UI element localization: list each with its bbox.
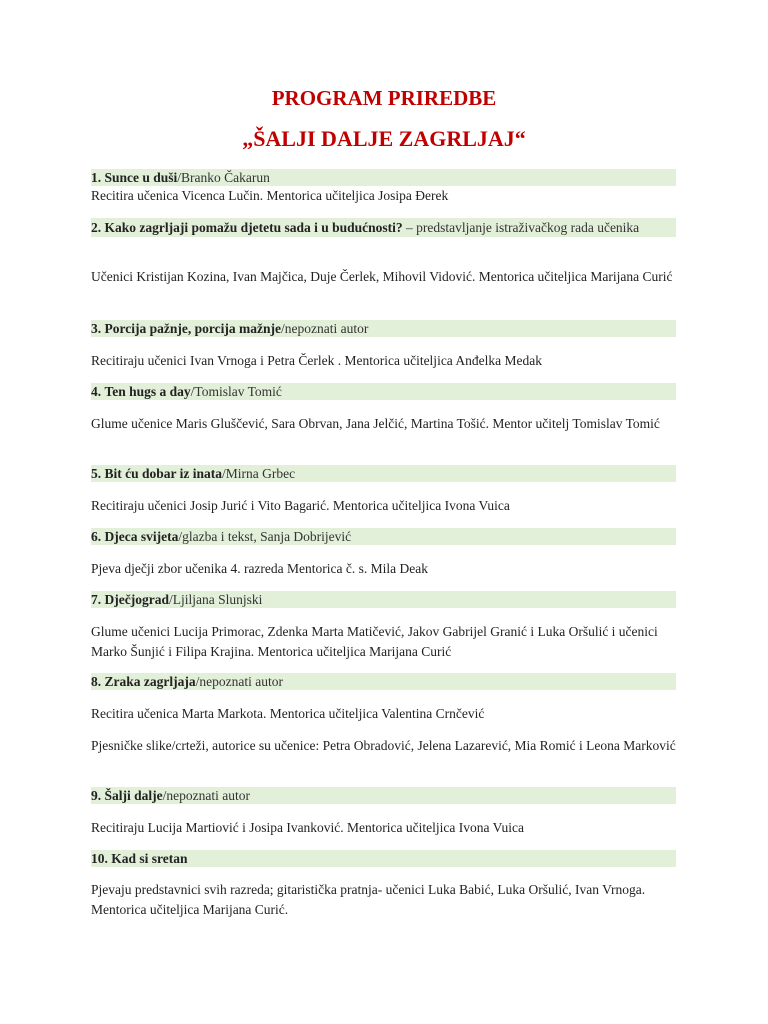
item-title: Kako zagrljaji pomažu djetetu sada i u budućnosti? [104, 220, 403, 235]
item-number: 3. [91, 321, 102, 336]
item-title: Ten hugs a day [104, 384, 191, 399]
item-description-4: Glume učenice Maris Gluščević, Sara Obrvan, Jana Jelčić, Martina Tošić. Mentor učitelj Tomislav Tomić [91, 416, 660, 431]
item-heading-2 [91, 218, 676, 237]
item-title: Djeca svijeta [104, 529, 179, 544]
item-author: /nepoznati autor [162, 788, 250, 803]
item-number: 10. [91, 851, 108, 866]
item-heading-4 [91, 383, 676, 400]
item-description-2: Učenici Kristijan Kozina, Ivan Majčica, Duje Čerlek, Mihovil Vidović. Mentorica učiteljica Marijana Curić [91, 269, 673, 284]
item-description-8: Recitira učenica Marta Markota. Mentorica učiteljica Valentina Crnčević [91, 706, 485, 721]
item-author: /nepoznati autor [280, 321, 369, 336]
item-heading-10 [91, 850, 676, 867]
item-author: /glazba i tekst, Sanja Dobrijević [178, 529, 352, 544]
item-title: Šalji dalje [104, 788, 163, 803]
item-description-5: Recitiraju učenici Josip Jurić i Vito Bagarić. Mentorica učiteljica Ivona Vuica [91, 498, 510, 513]
item-heading-7 [91, 591, 676, 608]
program-title: PROGRAM PRIREDBE [271, 86, 497, 110]
item-number: 5. [91, 466, 102, 481]
item-title: Bit ću dobar iz inata [104, 466, 223, 481]
item-author: /Ljiljana Slunjski [168, 592, 263, 607]
item-title: Zraka zagrljaja [104, 674, 196, 689]
program-subtitle: „ŠALJI DALJE ZAGRLJAJ“ [242, 126, 526, 151]
item-description-3: Recitiraju učenici Ivan Vrnoga i Petra Čerlek . Mentorica učiteljica Anđelka Medak [91, 353, 543, 368]
item-author: – predstavljanje istraživačkog rada učenika [402, 220, 640, 235]
item-number: 8. [91, 674, 102, 689]
item-heading-8 [91, 673, 676, 690]
item-author: /Mirna Grbec [222, 466, 296, 481]
item-heading-5 [91, 465, 676, 482]
item-description-10: Pjevaju predstavnici svih razreda; gitaristička pratnja- učenici Luka Babić, Luka Oršulić, Ivan Vrnoga. Mentorica učiteljica Marijana Curić. [91, 882, 646, 917]
item-number: 9. [91, 788, 102, 803]
item-heading-1 [91, 169, 676, 186]
item-description-9: Recitiraju Lucija Martiović i Josipa Ivanković. Mentorica učiteljica Ivona Vuica [91, 820, 525, 835]
item-number: 7. [91, 592, 102, 607]
item-author: /nepoznati autor [195, 674, 283, 689]
item-title: Dječjograd [104, 592, 169, 607]
item-number: 6. [91, 529, 102, 544]
item-title: Porcija pažnje, porcija mažnje [104, 321, 281, 336]
item-heading-6 [91, 528, 676, 545]
item-title: Sunce u duši [104, 170, 178, 185]
item-heading-3 [91, 320, 676, 337]
item-number: 4. [91, 384, 102, 399]
item-number: 2. [91, 220, 102, 235]
item-title: Kad si sretan [111, 851, 188, 866]
item-description-8b: Pjesničke slike/crteži, autorice su učenice: Petra Obradović, Jelena Lazarević, Mia Romić i Leona Marković [91, 738, 676, 753]
item-number: 1. [91, 170, 102, 185]
item-heading-9 [91, 787, 676, 804]
item-author: /Tomislav Tomić [190, 384, 282, 399]
item-description-7: Glume učenici Lucija Primorac, Zdenka Marta Matičević, Jakov Gabrijel Granić i Luka Oršulić i učenici Marko Šunjić i Filipa Krajina. Mentorica učiteljica Marijana Curić [91, 624, 658, 659]
item-author: /Branko Čakarun [177, 170, 270, 185]
item-description-6: Pjeva dječji zbor učenika 4. razreda Mentorica č. s. Mila Deak [91, 561, 428, 576]
item-description-1: Recitira učenica Vicenca Lučin. Mentorica učiteljica Josipa Đerek [91, 188, 449, 203]
